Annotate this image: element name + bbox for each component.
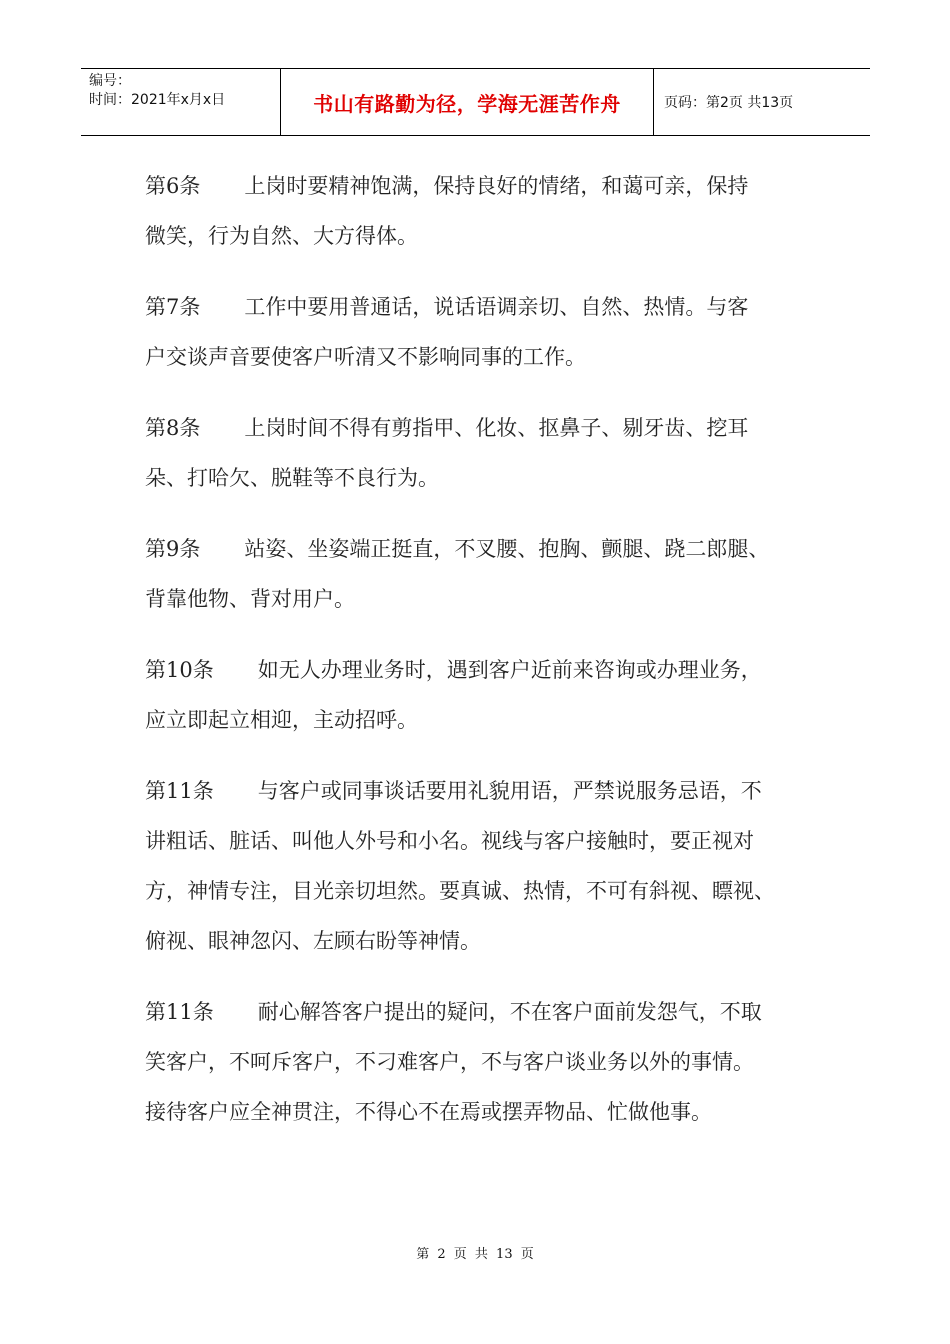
article-number: 第6条 xyxy=(145,174,201,198)
article-line xyxy=(145,987,825,1037)
document-number-label: 编号： xyxy=(89,73,131,89)
article xyxy=(145,987,825,1137)
article-line xyxy=(145,161,825,211)
article-text: 如无人办理业务时，遇到客户近前来咨询或办理业务， xyxy=(257,658,762,682)
article-line xyxy=(145,524,825,574)
article-number: 第11条 xyxy=(145,779,214,803)
article-line: 讲粗话、脏话、叫他人外号和小名。视线与客户接触时，要正视对 xyxy=(145,829,754,853)
article-line: 朵、打哈欠、脱鞋等不良行为。 xyxy=(145,466,439,490)
document-date: 时间：2021年x月x日 xyxy=(89,92,226,108)
article-line xyxy=(145,403,825,453)
article-text: 耐心解答客户提出的疑问，不在客户面前发怨气，不取 xyxy=(257,1000,762,1024)
header-motto: 书山有路勤为径，学海无涯苦作舟 xyxy=(281,69,654,135)
article-number: 第10条 xyxy=(145,658,214,682)
article-number: 第9条 xyxy=(145,537,201,561)
article-text: 与客户或同事谈话要用礼貌用语，严禁说服务忌语，不 xyxy=(257,779,762,803)
article-text: 工作中要用普通话，说话语调亲切、自然、热情。与客 xyxy=(244,295,749,319)
article-line: 接待客户应全神贯注，不得心不在焉或摆弄物品、忙做他事。 xyxy=(145,1100,712,1124)
article-text: 上岗时要精神饱满，保持良好的情绪，和蔼可亲，保持 xyxy=(244,174,749,198)
article-line: 微笑，行为自然、大方得体。 xyxy=(145,224,418,248)
article-text: 站姿、坐姿端正挺直，不叉腰、抱胸、颤腿、跷二郎腿、 xyxy=(244,537,770,561)
article xyxy=(145,645,825,745)
page-header xyxy=(81,68,870,136)
article-number: 第11条 xyxy=(145,1000,214,1024)
article xyxy=(145,161,825,261)
article-line: 应立即起立相迎，主动招呼。 xyxy=(145,708,418,732)
article xyxy=(145,282,825,382)
article-text: 上岗时间不得有剪指甲、化妆、抠鼻子、剔牙齿、挖耳 xyxy=(244,416,749,440)
article xyxy=(145,524,825,624)
page-footer: 第 2 页 共 13 页 xyxy=(416,1247,534,1262)
article xyxy=(145,766,825,966)
article-line: 背靠他物、背对用户。 xyxy=(145,587,355,611)
article-line: 户交谈声音要使客户听清又不影响同事的工作。 xyxy=(145,345,586,369)
article-line: 笑客户，不呵斥客户，不刁难客户，不与客户谈业务以外的事情。 xyxy=(145,1050,754,1074)
article xyxy=(145,403,825,503)
article-line xyxy=(145,645,825,695)
article-line: 方，神情专注，目光亲切坦然。要真诚、热情，不可有斜视、瞟视、 xyxy=(145,879,775,903)
article-line xyxy=(145,282,825,332)
document-body xyxy=(145,161,825,1158)
header-meta xyxy=(81,69,281,135)
article-line xyxy=(145,766,825,816)
article-line: 俯视、眼神忽闪、左顾右盼等神情。 xyxy=(145,929,481,953)
header-page-info: 页码：第2页 共13页 xyxy=(664,95,794,111)
article-number: 第7条 xyxy=(145,295,201,319)
article-number: 第8条 xyxy=(145,416,201,440)
